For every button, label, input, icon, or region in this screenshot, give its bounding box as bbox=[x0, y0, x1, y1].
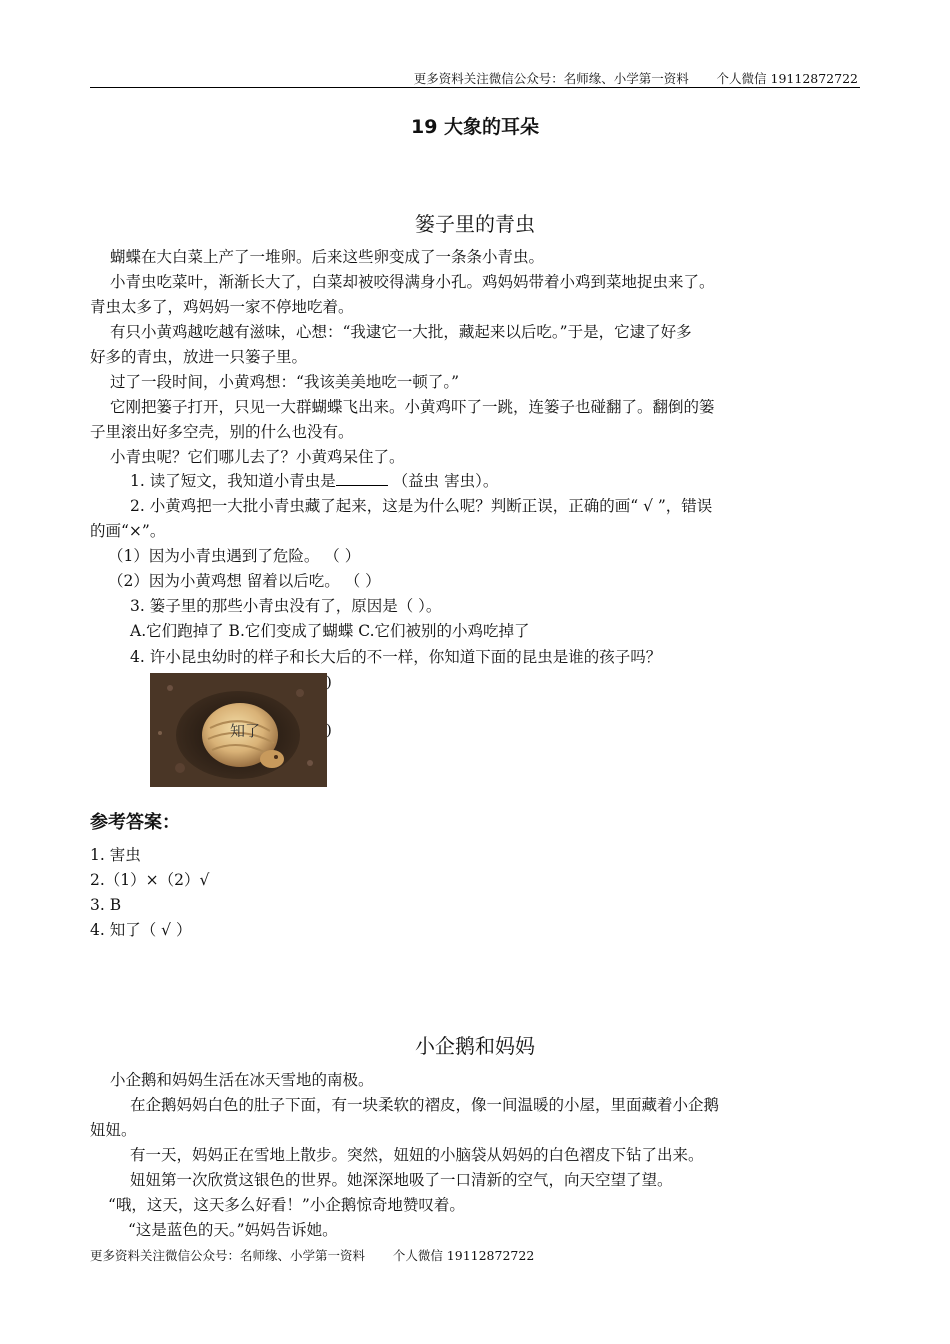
answer-item: 2.（1）×（2）√ bbox=[90, 871, 210, 889]
story1-paragraph: 子里滚出好多空壳，别的什么也没有。 bbox=[90, 423, 354, 441]
question-3-options: A.它们跑掉了 B.它们变成了蝴蝶 C.它们被别的小鸡吃掉了 bbox=[130, 622, 530, 640]
answer-blank[interactable] bbox=[336, 469, 388, 486]
question-1 bbox=[130, 469, 498, 494]
story2-paragraph: “这是蓝色的天。”妈妈告诉她。 bbox=[128, 1221, 338, 1239]
story1-paragraph: 有只小黄鸡越吃越有滋味，心想：“我逮它一大批，藏起来以后吃。”于是，它逮了好多 bbox=[110, 323, 692, 341]
answer-paren-2: ) bbox=[326, 721, 332, 739]
question-2-line1: 2. 小黄鸡把一大批小青虫藏了起来，这是为什么呢？判断正误，正确的画“ √ ”，错误 bbox=[130, 497, 713, 515]
header-note: 更多资料关注微信公众号：名师缘、小学第一资料 个人微信 19112872722 bbox=[413, 71, 858, 86]
story1-paragraph: 好多的青虫，放进一只篓子里。 bbox=[90, 348, 308, 366]
story1-paragraph: 过了一段时间，小黄鸡想：“我该美美地吃一顿了。” bbox=[110, 373, 460, 391]
story1-paragraph: 小青虫呢？它们哪儿去了？小黄鸡呆住了。 bbox=[110, 448, 405, 466]
photo-caption: 知了 bbox=[230, 722, 261, 740]
question-2-line2: 的画“×”。 bbox=[90, 522, 166, 540]
story1-title: 篓子里的青虫 bbox=[415, 212, 535, 236]
story2-paragraph: 小企鹅和妈妈生活在冰天雪地的南极。 bbox=[110, 1071, 374, 1089]
answer-paren-1: ) bbox=[326, 673, 332, 691]
question-2-option-2: （2）因为小黄鸡想 留着以后吃。 （ ） bbox=[108, 572, 381, 590]
answers-title: 参考答案： bbox=[90, 812, 180, 833]
question-4: 4. 许小昆虫幼时的样子和长大后的不一样，你知道下面的昆虫是谁的孩子吗？ bbox=[130, 648, 662, 666]
story2-title: 小企鹅和妈妈 bbox=[415, 1034, 535, 1058]
question-2-option-1: （1）因为小青虫遇到了危险。 （ ） bbox=[108, 547, 361, 565]
question-1-suffix: （益虫 害虫）。 bbox=[387, 472, 499, 490]
story1-paragraph: 蝴蝶在大白菜上产了一堆卵。后来这些卵变成了一条条小青虫。 bbox=[110, 248, 545, 266]
footer-note: 更多资料关注微信公众号：名师缘、小学第一资料 个人微信 19112872722 bbox=[90, 1248, 535, 1263]
story2-paragraph: 有一天，妈妈正在雪地上散步。突然，妞妞的小脑袋从妈妈的白色褶皮下钻了出来。 bbox=[130, 1146, 704, 1164]
story2-paragraph: 妞妞。 bbox=[90, 1121, 137, 1139]
answer-item: 4. 知了（ √ ） bbox=[90, 921, 192, 939]
story2-paragraph: 妞妞第一次欣赏这银色的世界。她深深地吸了一口清新的空气，向天空望了望。 bbox=[130, 1171, 673, 1189]
story1-paragraph: 青虫太多了，鸡妈妈一家不停地吃着。 bbox=[90, 298, 354, 316]
question-3: 3. 篓子里的那些小青虫没有了，原因是（ ）。 bbox=[130, 597, 442, 615]
lesson-title: 19 大象的耳朵 bbox=[410, 116, 540, 138]
story2-paragraph: 在企鹅妈妈白色的肚子下面，有一块柔软的褶皮，像一间温暖的小屋，里面藏着小企鹅 bbox=[130, 1096, 720, 1114]
story1-paragraph: 小青虫吃菜叶，渐渐长大了，白菜却被咬得满身小孔。鸡妈妈带着小鸡到菜地捉虫来了。 bbox=[110, 273, 715, 291]
answer-item: 1. 害虫 bbox=[90, 846, 141, 864]
header-divider bbox=[90, 87, 860, 88]
story1-paragraph: 它刚把篓子打开，只见一大群蝴蝶飞出来。小黄鸡吓了一跳，连篓子也碰翻了。翻倒的篓 bbox=[110, 398, 715, 416]
story2-paragraph: “哦，这天，这天多么好看！”小企鹅惊奇地赞叹着。 bbox=[108, 1196, 465, 1214]
answer-item: 3. B bbox=[90, 896, 122, 914]
question-1-prefix: 1. 读了短文，我知道小青虫是 bbox=[130, 472, 336, 490]
